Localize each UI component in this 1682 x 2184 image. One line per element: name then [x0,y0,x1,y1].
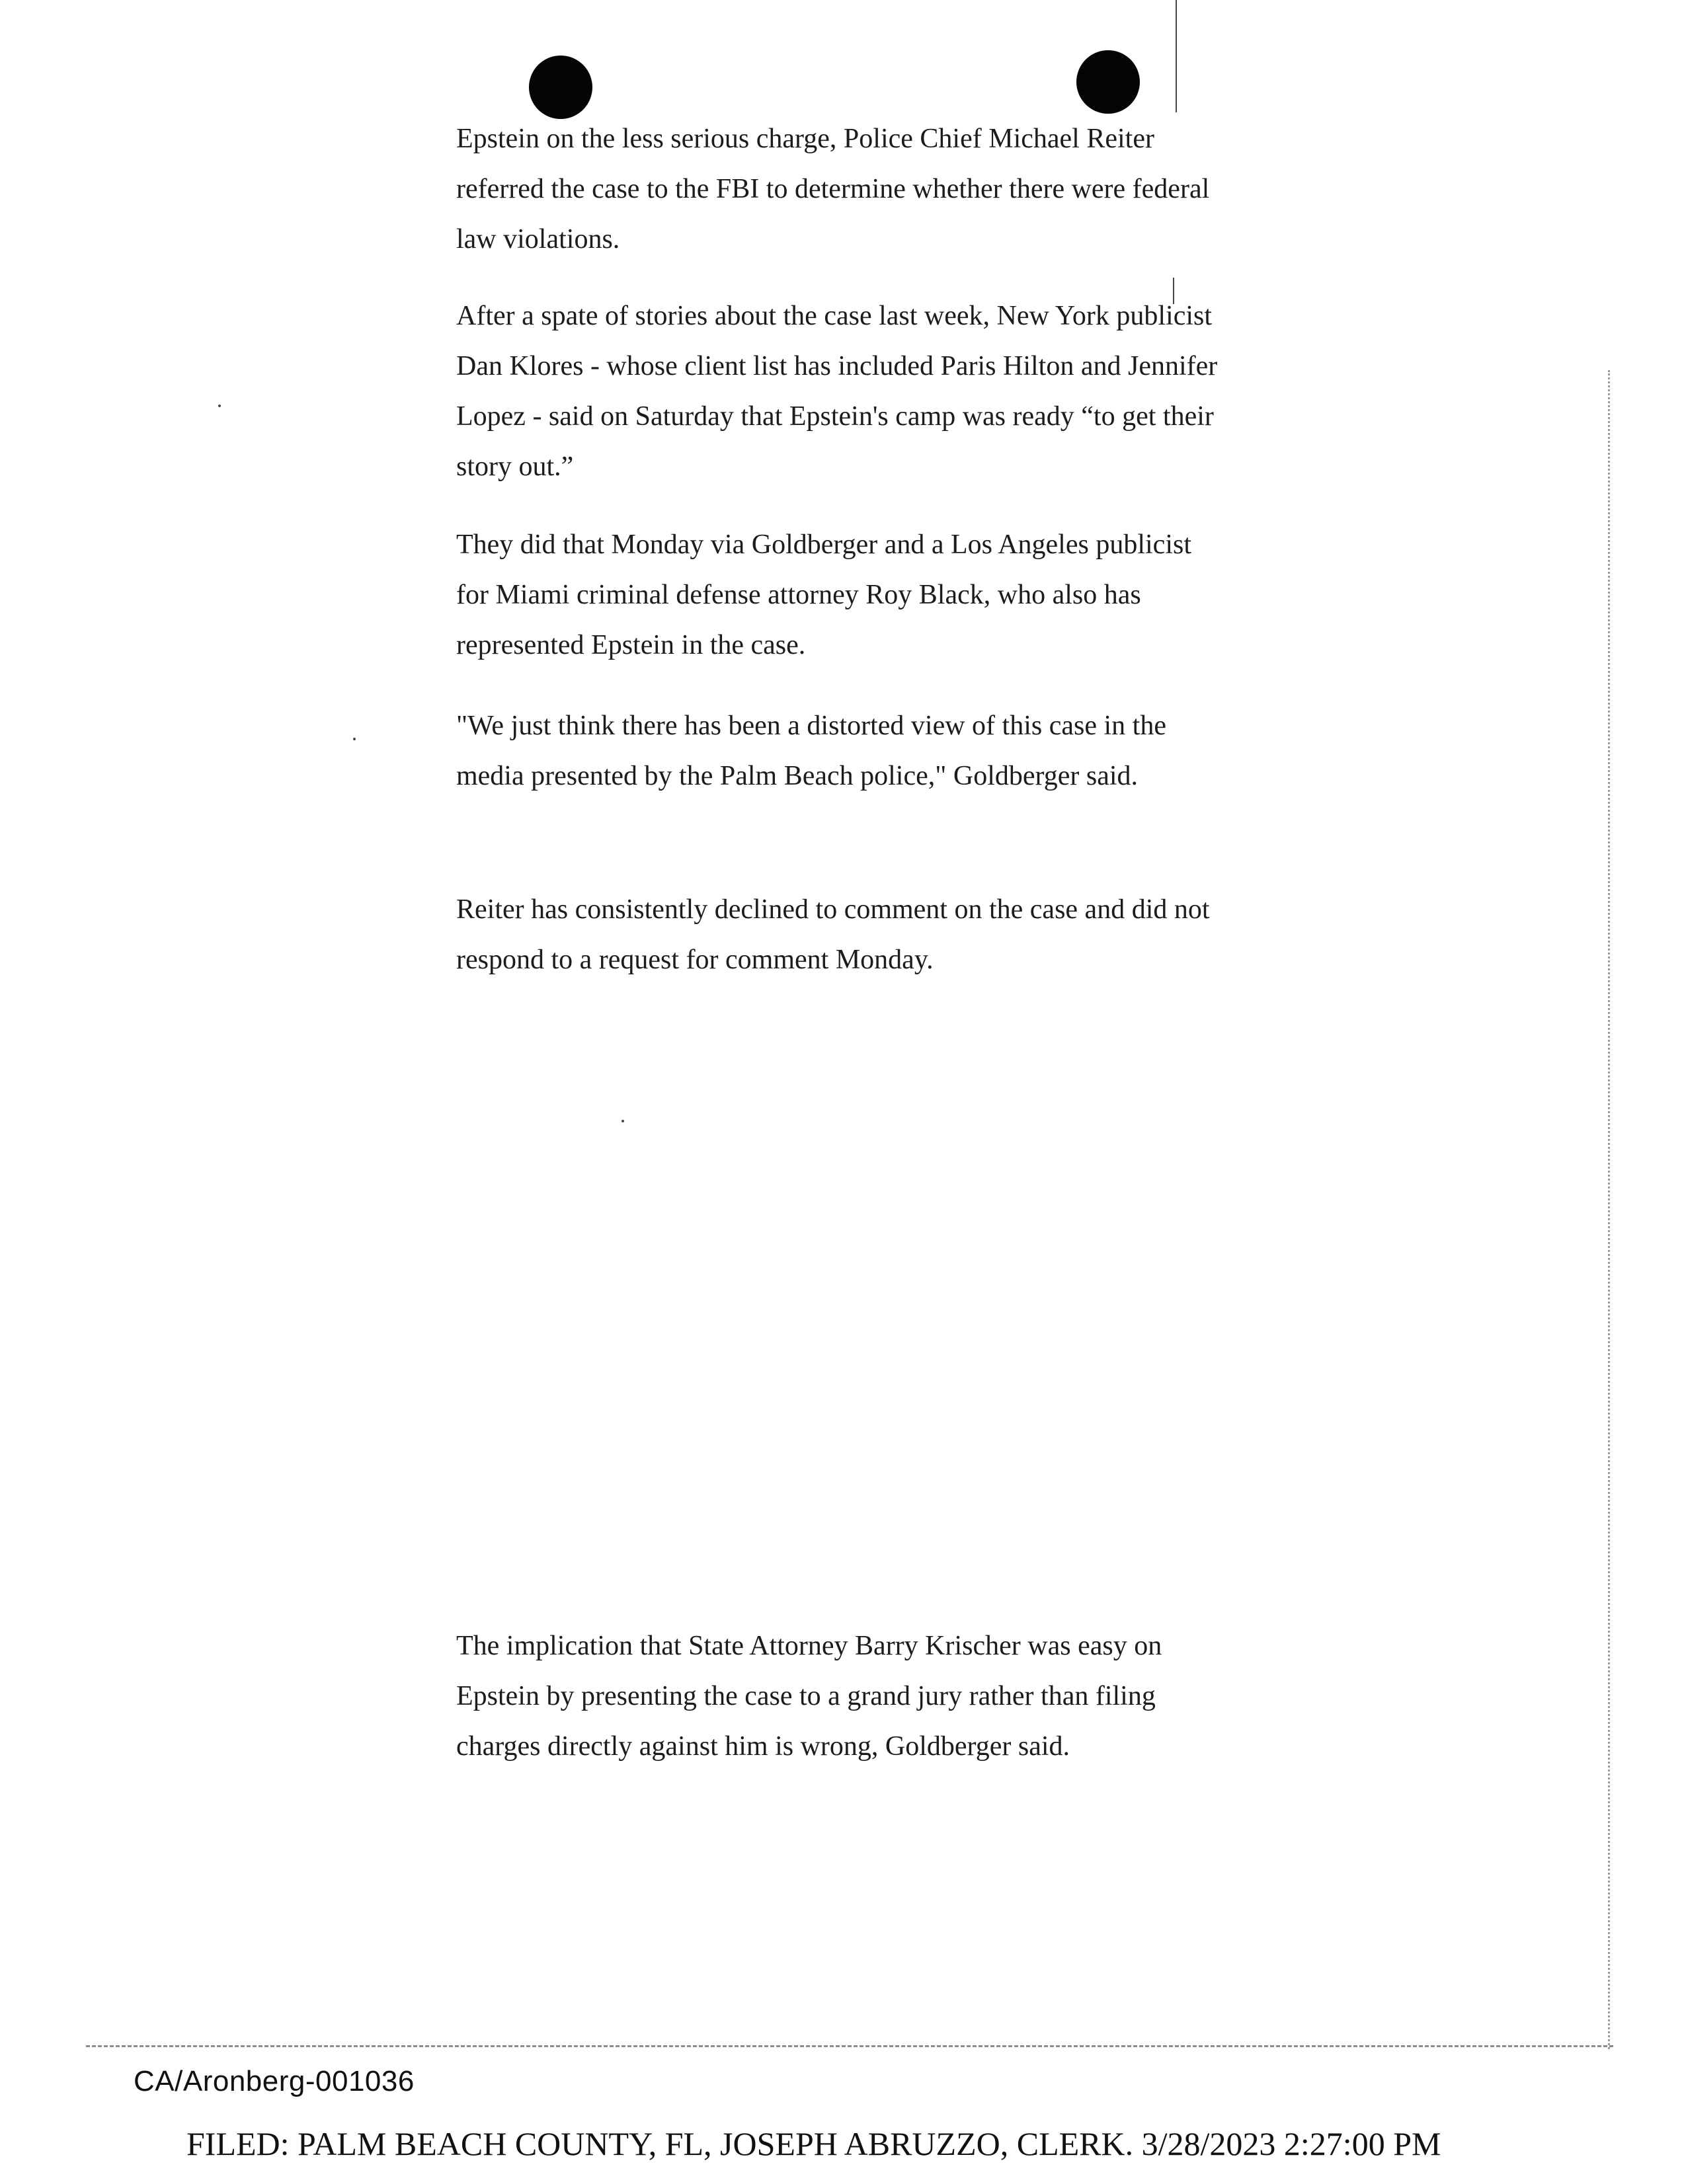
article-paragraph: They did that Monday via Goldberger and a Los Angeles publicist for Miami criminal defense attorney Roy Black, who also has represented Epstein in the case. [456,529,1191,660]
punch-hole-left [529,56,592,119]
scan-speck [218,405,221,407]
article-paragraph: "We just think there has been a distorted view of this case in the media presented by the Palm Beach police," Goldberger said. [456,711,1166,791]
article-paragraph: Epstein on the less serious charge, Police Chief Michael Reiter referred the case to the FBI to determine whether there were federal law violations. [456,124,1210,254]
filing-stamp: FILED: PALM BEACH COUNTY, FL, JOSEPH ABRUZZO, CLERK. 3/28/2023 2:27:00 PM [186,2125,1441,2162]
scan-speck [621,1120,624,1122]
article-paragraph: The implication that State Attorney Barry Krischer was easy on Epstein by presenting the case to a grand jury rather than filing charges directly against him is wrong, Goldberger said. [456,1631,1162,1762]
scan-bottom-rule [86,2045,1613,2047]
punch-hole-right [1076,50,1140,114]
scan-artifact-line [1176,0,1177,112]
article-paragraph: After a spate of stories about the case last week, New York publicist Dan Klores - whose client list has included Paris Hilton and Jennifer Lopez - said on Saturday that Epstein's camp was ready “to get their story out.” [456,301,1218,482]
scan-speck [353,738,356,740]
scan-edge-artifact [1608,370,1614,2049]
bates-number: CA/Aronberg-001036 [134,2065,415,2097]
article-paragraph: Reiter has consistently declined to comment on the case and did not respond to a request for comment Monday. [456,894,1210,975]
